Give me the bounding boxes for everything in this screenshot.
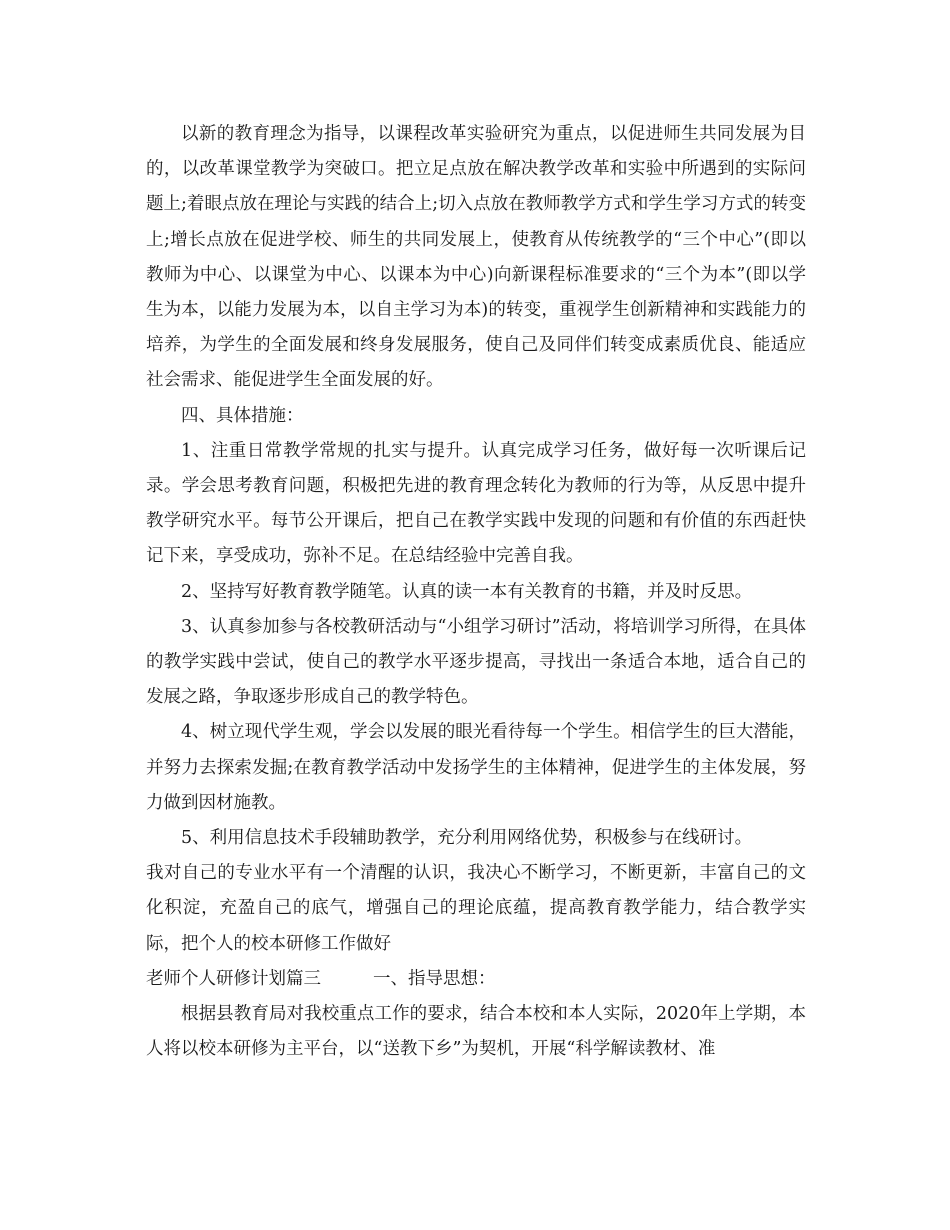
section-heading [146, 962, 806, 997]
section-subheading: 一、指导思想： [373, 968, 496, 989]
document-body [146, 117, 806, 1067]
heading-specific-measures: 四、具体措施： [181, 405, 304, 426]
closing-paragraph: 我对自己的专业水平有一个清醒的认识，我决心不断学习，不断更新，丰富自己的文化积淀，充盈自己的底气，增强自己的理论底蕴，提高教育教学能力，结合教学实际，把个人的校本研修工作做好 [146, 863, 806, 954]
measure-item-5: 5、利用信息技术手段辅助教学，充分利用网络优势，积极参与在线研讨。 [181, 828, 753, 849]
measure-item-1: 1、注重日常教学常规的扎实与提升。认真完成学习任务，做好每一次听课后记录。学会思考教育问题，积极把先进的教育理念转化为教师的行为等，从反思中提升教学研究水平。每节公开课后，把自己在教学实践中发现的问题和有价值的东西赶快记下来，享受成功，弥补不足。在总结经验中完善自我。 [146, 440, 806, 567]
measure-item-2: 2、坚持写好教育教学随笔。认真的读一本有关教育的书籍，并及时反思。 [181, 581, 753, 602]
measure-item-4: 4、树立现代学生观，学会以发展的眼光看待每一个学生。相信学生的巨大潜能，并努力去探索发掘;在教育教学活动中发扬学生的主体精神，促进学生的主体发展，努力做到因材施教。 [146, 722, 806, 813]
final-paragraph: 根据县教育局对我校重点工作的要求，结合本校和本人实际，2020年上学期，本人将以校本研修为主平台，以“送教下乡”为契机，开展“科学解读教材、准 [146, 1004, 806, 1060]
measure-item-3: 3、认真参加参与各校教研活动与“小组学习研讨”活动，将培训学习所得，在具体的教学实践中尝试，使自己的教学水平逐步提高，寻找出一条适合本地，适合自己的发展之路，争取逐步形成自己的教学特色。 [146, 616, 806, 708]
section-title: 老师个人研修计划篇三 [146, 968, 321, 989]
paragraph-guiding-philosophy: 以新的教育理念为指导，以课程改革实验研究为重点，以促进师生共同发展为目的，以改革课堂教学为突破口。把立足点放在解决教学改革和实验中所遇到的实际问题上;着眼点放在理论与实践的结合上;切入点放在教师教学方式和学生学习方式的转变上;增长点放在促进学校、师生的共同发展上，使教育从传统教学的“三个中心”(即以教师为中心、以课堂为中心、以课本为中心)向新课程标准要求的“三个为本”(即以学生为本，以能力发展为本，以自主学习为本)的转变，重视学生创新精神和实践能力的培养，为学生的全面发展和终身发展服务，使自己及同伴们转变成素质优良、能适应社会需求、能促进学生全面发展的好。 [146, 124, 806, 391]
